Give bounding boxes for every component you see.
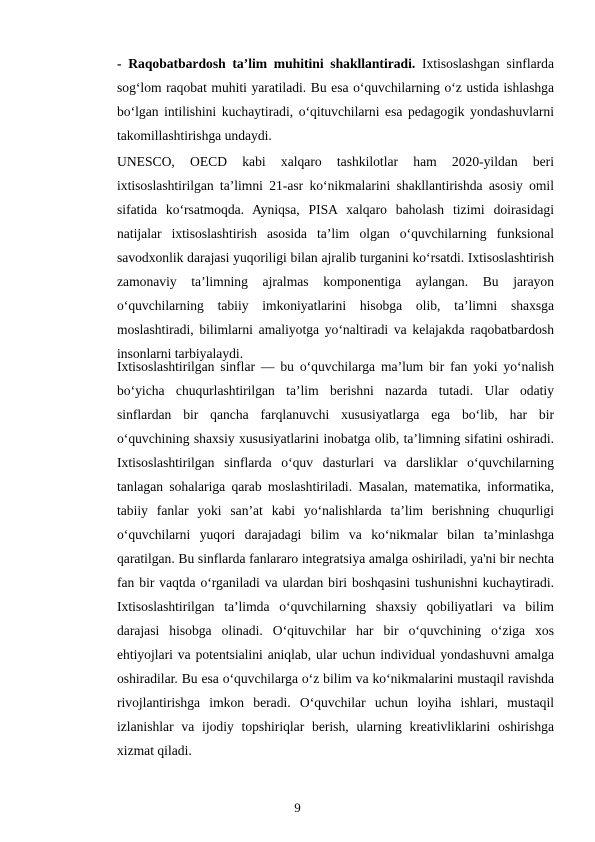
paragraph-international-organizations: UNESCO, OECD kabi xalqaro tashkilotlar ham 2020-yildan beri ixtisoslashtirilgan ta’limni 21-asr ko‘nikmalarini shakllantirishda asosiy omil sifatida ko‘rsatmoqda. Ayniqsa, PISA xalqaro baholash tizimi doirasidagi natijalar ixtisoslashtirish asosida ta’lim olgan o‘quvchilarning funksional savodxonlik darajasi yuqoriligi bilan ajralib turganini ko‘rsatdi. Ixtisoslashtirish zamonaviy ta’limning ajralmas komponentiga aylangan. Bu jarayon o‘quvchilarning tabiiy imkoniyatlarini hisobga olib, ta’limni shaxsga moslashtiradi, bilimlarni amaliyotga yo‘naltiradi va kelajakda raqobatbardosh insonlarni tarbiyalaydi.: [117, 154, 554, 361]
paragraph-body-text: Ixtisoslashgan sinflarda sog‘lom raqobat muhiti yaratiladi. Bu esa o‘quvchilarning o‘z ustida ishlashga bo‘lgan intilishini kuchaytiradi, o‘qituvchilarni esa pedagogik yondashuvlarni takomillashtirishga undaydi.: [117, 56, 554, 143]
paragraph-specialized-classes: Ixtisoslashtirilgan sinflar — bu o‘quvchilarga ma’lum bir fan yoki yo‘nalish bo‘yicha chuqurlashtirilgan ta’lim berishni nazarda tutadi. Ular odatiy sinflardan bir qancha farqlanuvchi xususiyatlarga ega bo‘lib, har bir o‘quvchining shaxsiy xususiyatlarini inobatga olib, ta’limning sifatini oshiradi. Ixtisoslashtirilgan sinflarda o‘quv dasturlari va darsliklar o‘quvchilarning tanlagan sohalariga qarab moslashtiriladi. Masalan, matematika, informatika, tabiiy fanlar yoki san’at kabi yo‘nalishlarda ta’lim berishning chuqurligi o‘quvchilarni yuqori darajadagi bilim va ko‘nikmalar bilan ta’minlashga qaratilgan. Bu sinflarda fanlararo integratsiya amalga oshiriladi, ya'ni bir nechta fan bir vaqtda o‘rganiladi va ulardan biri boshqasini tushunishni kuchaytiradi. Ixtisoslashtirilgan ta’limda o‘quvchilarning shaxsiy qobiliyatlari va bilim darajasi hisobga olinadi. O‘qituvchilar har bir o‘quvchining o‘ziga xos ehtiyojlari va potentsialini aniqlab, ular uchun individual yondashuvni amalga oshiradilar. Bu esa o‘quvchilarga o‘z bilim va ko‘nikmalarini mustaqil ravishda rivojlantirishga imkon beradi. O‘quvchilar uchun loyiha ishlari, mustaqil izlanishlar va ijodiy topshiriqlar berish, ularning kreativliklarini oshirishga xizmat qiladi.: [117, 359, 554, 758]
paragraph-competitive-environment: [117, 52, 554, 148]
list-dash: -: [117, 56, 129, 71]
paragraph-heading: Raqobatbardosh ta’lim muhitini shakllantiradi.: [128, 56, 416, 71]
page-number: 9: [294, 800, 301, 815]
